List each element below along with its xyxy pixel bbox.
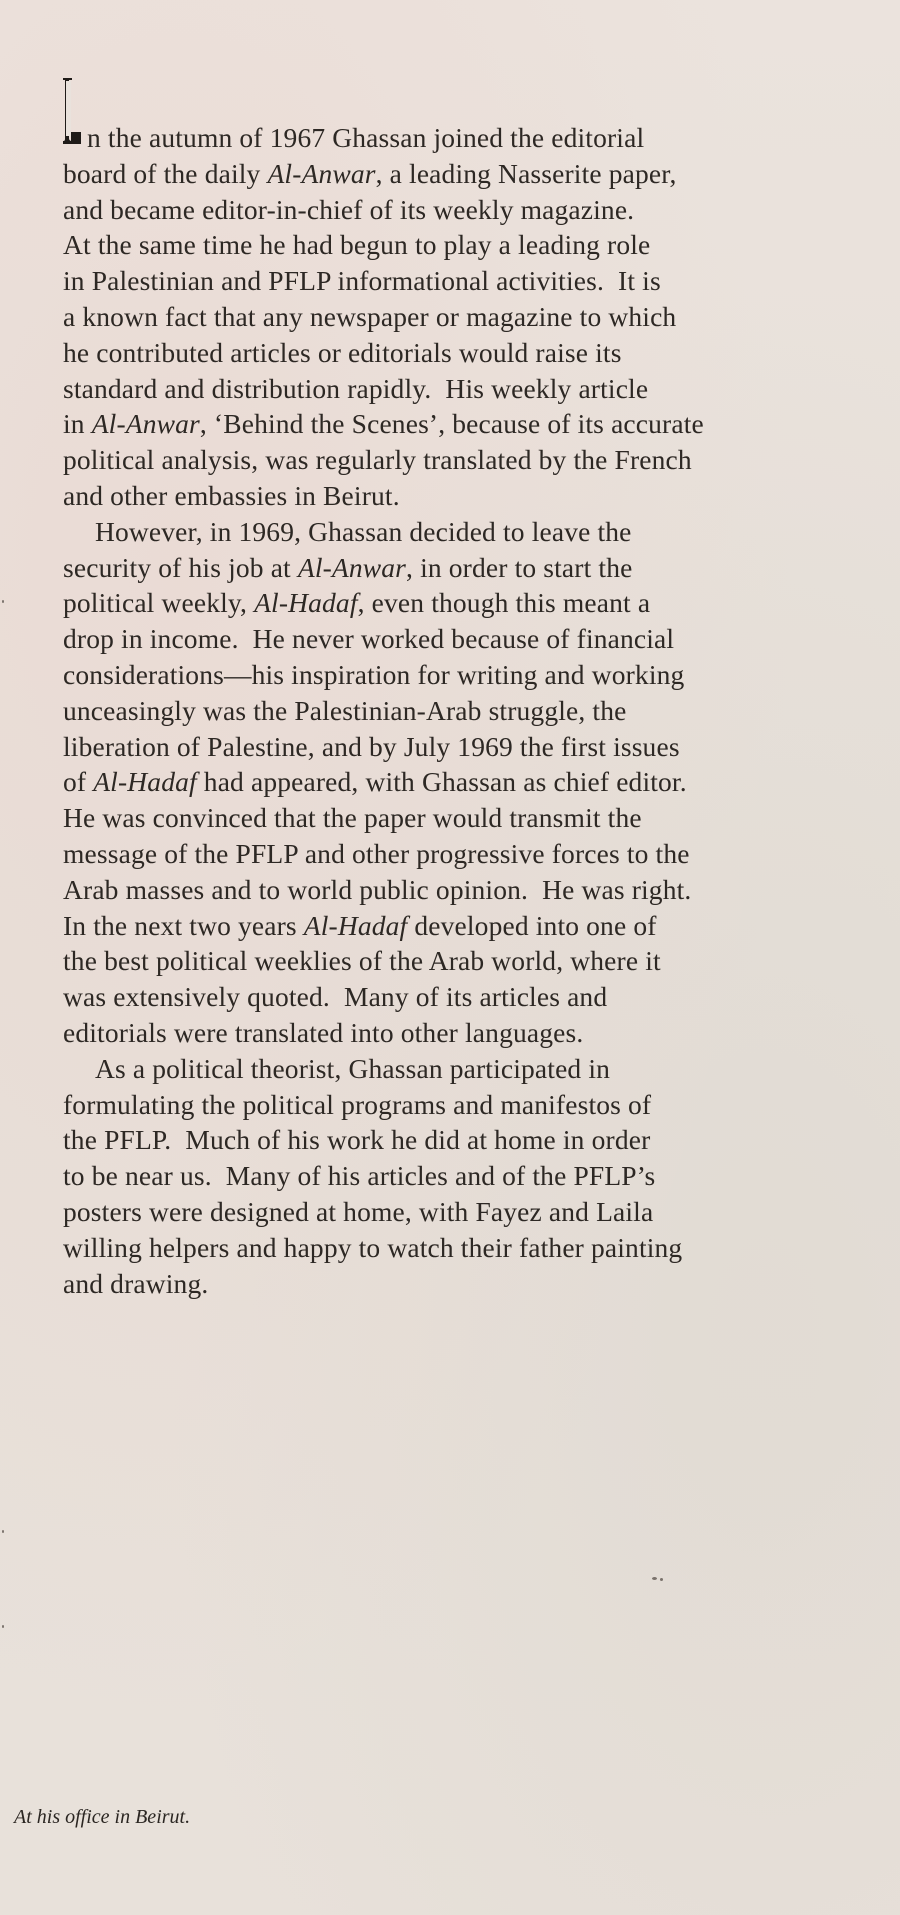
publication-title: Al-Anwar: [297, 551, 407, 583]
text-line-content: [63, 587, 650, 618]
text-line-content: formulating the political programs and manifestos of: [63, 1088, 652, 1120]
text-line-content: [63, 766, 687, 797]
text-line-content: willing helpers and happy to watch their father painting: [63, 1231, 683, 1263]
text-run: of: [63, 766, 94, 798]
text-line-content: he contributed articles or editorials would raise its: [63, 336, 622, 368]
paper-speck: [652, 1577, 657, 1580]
text-line-content: political analysis, was regularly translated by the French: [63, 444, 692, 476]
publication-title: Al-Hadaf: [254, 587, 358, 619]
text-line-content: and drawing.: [63, 1267, 209, 1299]
text-line: [63, 657, 853, 693]
text-line-content: Arab masses and to world public opinion. He was right.: [63, 873, 692, 905]
text-line-content: the PFLP. Much of his work he did at home in order: [63, 1124, 651, 1156]
dropcap-letter-icon: [61, 76, 83, 146]
publication-title: Al-Anwar: [91, 408, 200, 440]
text-line: [63, 299, 853, 335]
text-line-content: in Palestinian and PFLP informational activities. It is: [63, 265, 661, 297]
text-line: [63, 1266, 853, 1302]
publication-title: Al-Hadaf: [303, 909, 408, 941]
text-line: [63, 227, 853, 263]
text-run: security of his job at: [63, 551, 298, 583]
text-line: [63, 478, 853, 514]
text-line: [63, 192, 853, 228]
text-line-content: However, in 1969, Ghassan decided to leave the: [95, 515, 632, 547]
text-line-content: standard and distribution rapidly. His weekly article: [63, 372, 649, 404]
text-line: [63, 371, 853, 407]
text-line-content: to be near us. Many of his articles and of the PFLP’s: [63, 1160, 656, 1192]
text-line-content: [63, 158, 677, 189]
paper-speck: [660, 1578, 663, 1581]
text-line: [63, 335, 853, 371]
text-line-content: was extensively quoted. Many of its articles and: [63, 981, 608, 1013]
text-run: , ‘Behind the Scenes’, because of its accurate: [199, 408, 704, 440]
text-line: [63, 263, 853, 299]
text-run: political weekly,: [63, 587, 255, 619]
text-run: , even though this meant a: [357, 587, 651, 619]
text-line-content: [63, 408, 704, 439]
text-line-content: editorials were translated into other languages.: [63, 1016, 584, 1048]
text-line: [63, 908, 853, 944]
text-line: [63, 585, 853, 621]
text-line: [63, 1230, 853, 1266]
text-line-content: message of the PFLP and other progressive forces to the: [63, 837, 690, 869]
text-line-content: [63, 910, 657, 941]
text-line: [63, 1122, 853, 1158]
text-line: [63, 156, 853, 192]
text-line-content: At the same time he had begun to play a leading role: [63, 229, 651, 261]
text-line-content: liberation of Palestine, and by July 1969 the first issues: [63, 730, 680, 762]
text-line-content: considerations—his inspiration for writing and working: [63, 658, 685, 690]
text-line-content: drop in income. He never worked because of financial: [63, 623, 675, 655]
text-line-content: He was convinced that the paper would transmit the: [63, 802, 642, 834]
text-line: [63, 442, 853, 478]
text-run: In the next two years: [63, 909, 304, 941]
text-line: [63, 729, 853, 765]
text-line-content: unceasingly was the Palestinian-Arab struggle, the: [63, 694, 627, 726]
text-line: [63, 872, 853, 908]
text-line: [63, 1194, 853, 1230]
article-body: [63, 120, 853, 1301]
text-line: [63, 693, 853, 729]
text-line-content: As a political theorist, Ghassan participated in: [95, 1052, 611, 1084]
text-run: , in order to start the: [406, 551, 633, 583]
text-line: [63, 1015, 853, 1051]
text-line-content: [63, 552, 632, 583]
text-line: [63, 1158, 853, 1194]
photo-caption: At his office in Beirut.: [14, 1806, 191, 1828]
text-run: , a leading Nasserite paper,: [375, 157, 677, 189]
text-line-content: a known fact that any newspaper or magazine to which: [63, 300, 677, 332]
paper-speck: [2, 1625, 4, 1628]
text-run: in: [63, 408, 92, 440]
text-line: [63, 943, 853, 979]
text-line: [63, 1051, 853, 1087]
text-line: [63, 621, 853, 657]
publication-title: Al-Anwar: [267, 157, 376, 189]
text-line: [63, 550, 853, 586]
paper-speck: [2, 1530, 4, 1533]
text-line: [63, 764, 853, 800]
text-line: [63, 979, 853, 1015]
text-line: [63, 1087, 853, 1123]
text-run: had appeared, with Ghassan as chief editor.: [196, 766, 687, 798]
text-line: [63, 800, 853, 836]
text-line: [63, 514, 853, 550]
text-line-content: posters were designed at home, with Fayez and Laila: [63, 1195, 654, 1227]
text-line-content: the best political weeklies of the Arab world, where it: [63, 945, 661, 977]
text-line: [63, 406, 853, 442]
text-line-content: n the autumn of 1967 Ghassan joined the editorial: [87, 122, 645, 153]
paper-speck: [2, 600, 4, 603]
text-line-content: and other embassies in Beirut.: [63, 479, 400, 511]
text-line-content: and became editor-in-chief of its weekly magazine.: [63, 193, 635, 225]
text-line: [63, 120, 853, 156]
text-run: developed into one of: [407, 909, 657, 941]
text-run: board of the daily: [63, 157, 268, 189]
text-line: [63, 836, 853, 872]
publication-title: Al-Hadaf: [93, 766, 197, 798]
